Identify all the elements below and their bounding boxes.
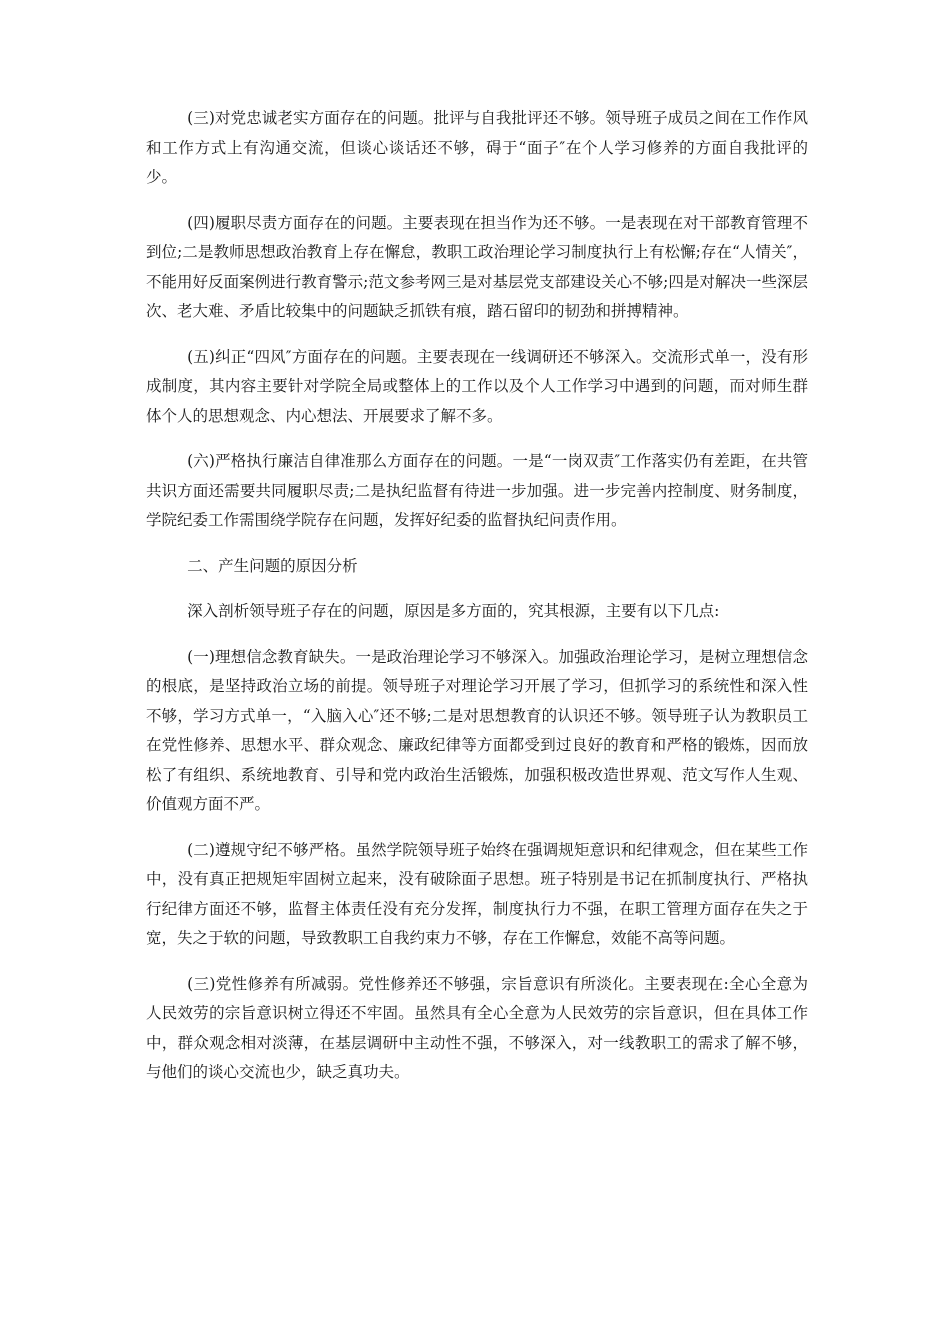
paragraph-loyalty-issues: (三)对党忠诚老实方面存在的问题。批评与自我批评还不够。领导班子成员之间在工作作风和工作方式上有沟通交流，但谈心谈话还不够，碍于“面子″在个人学习修养的方面自我批评的少。 (146, 109, 808, 186)
paragraph-discipline: (二)遵规守纪不够严格。虽然学院领导班子始终在强调规矩意识和纪律观念，但在某些工作中，没有真正把规矩牢固树立起来，没有破除面子思想。班子特别是书记在抓制度执行、严格执行纪律方面还不够，监督主体责任没有充分发挥，制度执行力不强，在职工管理方面存在失之于宽，失之于软的问题，导致教职工自我约束力不够，存在工作懈怠，效能不高等问题。 (146, 840, 808, 947)
paragraph-party-cultivation: (三)党性修养有所减弱。党性修养还不够强，宗旨意识有所淡化。主要表现在:全心全意为人民效劳的宗旨意识树立得还不牢固。虽然具有全心全意为人民效劳的宗旨意识，但在具体工作中，群众观念相对淡薄，在基层调研中主动性不强，不够深入，对一线教职工的需求了解不够，与他们的谈心交流也少，缺乏真功夫。 (146, 974, 808, 1081)
paragraph-duty-issues: (四)履职尽责方面存在的问题。主要表现在担当作为还不够。一是表现在对干部教育管理不到位;二是教师思想政治教育上存在懈怠，教职工政治理论学习制度执行上有松懈;存在“人情关″，不能用好反面案例进行教育警示;范文参考网三是对基层党支部建设关心不够;四是对解决一些深层次、老大难、矛盾比较集中的问题缺乏抓铁有痕，踏石留印的韧劲和拼搏精神。 (146, 213, 808, 320)
document-page (146, 104, 808, 1104)
paragraph-analysis-intro: 深入剖析领导班子存在的问题，原因是多方面的，究其根源，主要有以下几点: (187, 602, 720, 620)
section-heading-cause-analysis: 二、产生问题的原因分析 (187, 556, 358, 575)
paragraph-four-winds-issues: (五)纠正“四风″方面存在的问题。主要表现在一线调研还不够深入。交流形式单一，没有形成制度，其内容主要针对学院全局或整体上的工作以及个人工作学习中遇到的问题，而对师生群体个人的思想观念、内心想法、开展要求了解不多。 (146, 347, 808, 425)
paragraph-integrity-issues: (六)严格执行廉洁自律准那么方面存在的问题。一是“一岗双责″工作落实仍有差距，在共管共识方面还需要共同履职尽责;二是执纪监督有待进一步加强。进一步完善内控制度、财务制度，学院纪委工作需围绕学院存在问题，发挥好纪委的监督执纪问责作用。 (146, 452, 808, 529)
paragraph-ideals-education: (一)理想信念教育缺失。一是政治理论学习不够深入。加强政治理论学习，是树立理想信念的根底，是坚持政治立场的前提。领导班子对理论学习开展了学习，但抓学习的系统性和深入性不够，学习方式单一，“入脑入心″还不够;二是对思想教育的认识还不够。领导班子认为教职员工在党性修养、思想水平、群众观念、廉政纪律等方面都受到过良好的教育和严格的锻炼，因而放松了有组织、系统地教育、引导和党内政治生活锻炼，加强积极改造世界观、范文写作人生观、价值观方面不严。 (146, 647, 808, 813)
